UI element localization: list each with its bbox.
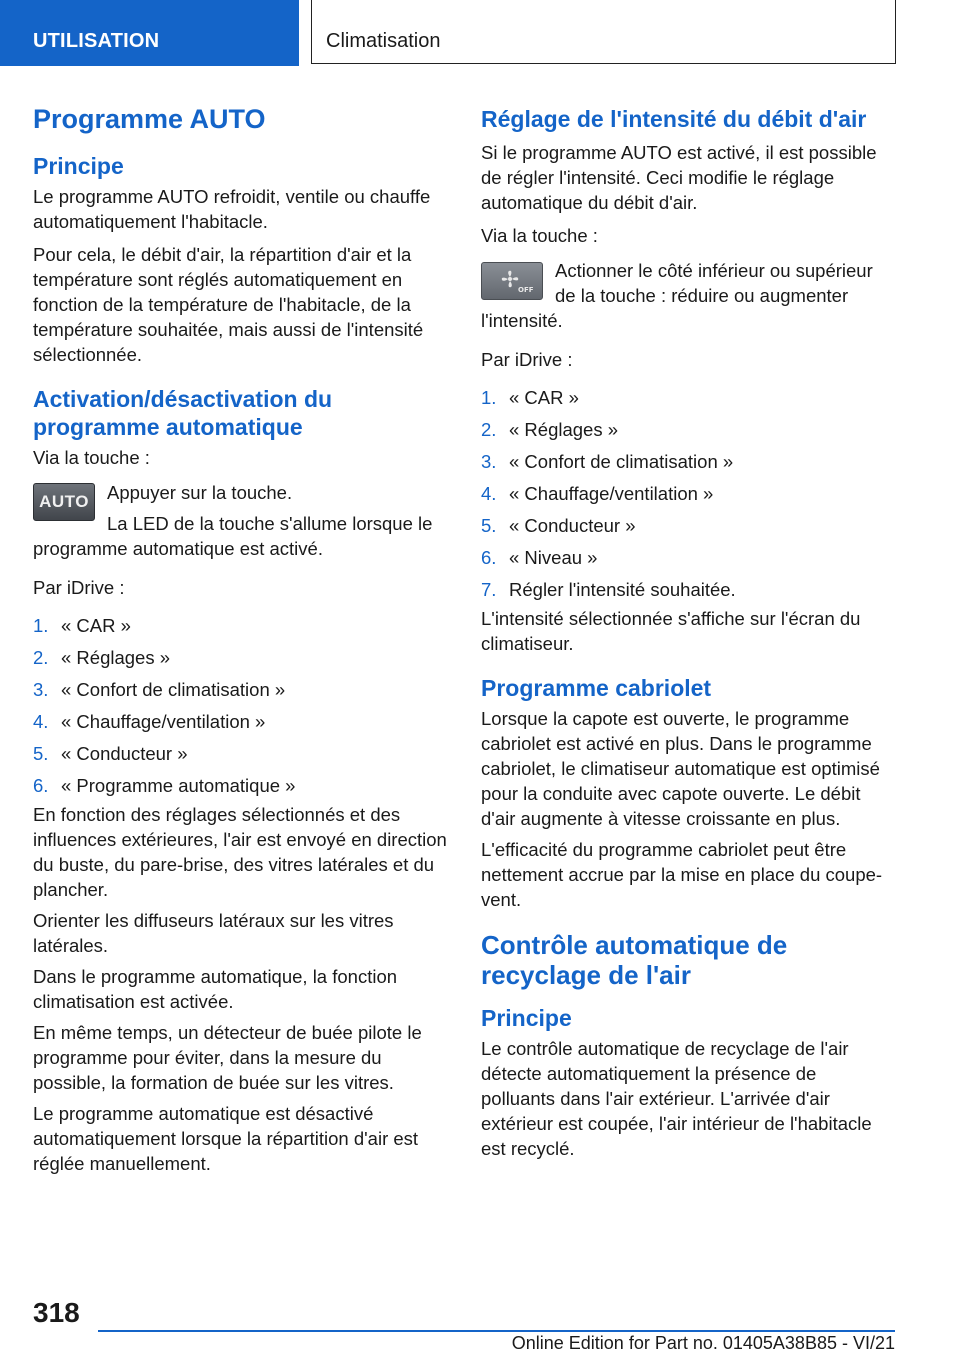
fan-button-instruction	[481, 258, 895, 333]
via-key-text: Via la touche :	[33, 447, 150, 468]
intensity-display-paragraph: L'intensité sélectionnée s'affiche sur l'écran du climatiseur.	[481, 608, 861, 654]
fan-off-button-icon	[481, 262, 543, 300]
cabrio-paragraph-1: Lorsque la capote est ouverte, le programme cabriolet est activé en plus. Dans le programme cabriolet, le climatiseur automatique est optimisé pour la conduite avec capote ouverte. Le débit d'air augmente à vitesse croissante en plus.	[481, 708, 880, 829]
intensity-heading: Réglage de l'intensité du débit d'air	[481, 106, 867, 132]
via-key-text: Via la touche :	[481, 225, 598, 246]
left-column	[33, 98, 447, 1176]
fan-button-text: Actionner le côté inférieur ou supérieur de la touche : réduire ou augmenter l'intensité.	[481, 260, 873, 331]
principle-heading: Principe	[33, 153, 124, 179]
activation-heading: Activation/désactivation du programme automatique	[33, 386, 333, 440]
footer-edition: Online Edition for Part no. 01405A38B85 - VI/21	[511, 1333, 895, 1353]
recirculation-principle-heading: Principe	[481, 1005, 572, 1031]
auto-button-instruction	[33, 480, 447, 561]
page-number: 318	[33, 1297, 80, 1328]
list-item: 3. « Confort de climatisation »	[481, 451, 734, 472]
list-item: 6. « Programme automatique »	[33, 775, 296, 796]
cabrio-heading: Programme cabriolet	[481, 675, 712, 701]
list-item: 2. « Réglages »	[481, 419, 619, 440]
principle-paragraph-2: Pour cela, le débit d'air, la répartition d'air et la température sont réglés automatiquement en fonction de la température de l'habitacle, de la température souhaitée, mais aussi de l'intensité sélectionnée.	[33, 244, 424, 365]
page-header	[0, 0, 960, 66]
auto-program-heading: Programme AUTO	[33, 104, 266, 134]
deactivation-paragraph: Le programme automatique est désactivé automatiquement lorsque la répartition d'air est réglée manuellement.	[33, 1103, 419, 1174]
list-item: 4. « Chauffage/ventilation »	[33, 711, 266, 732]
via-idrive-text: Par iDrive :	[481, 349, 573, 370]
list-item: 5. « Conducteur »	[33, 743, 188, 764]
list-item: 3. « Confort de climatisation »	[33, 679, 286, 700]
right-step-list	[481, 382, 895, 606]
footer-divider	[98, 1330, 895, 1332]
list-item: 1. « CAR »	[481, 387, 579, 408]
list-item: 7. Régler l'intensité souhaitée.	[481, 579, 736, 600]
svg-text:OFF: OFF	[518, 286, 534, 294]
press-key-text: Appuyer sur la touche.	[107, 482, 293, 503]
air-conditioning-paragraph: Dans le programme automatique, la fonction climatisation est activée.	[33, 966, 398, 1012]
list-item: 4. « Chauffage/ventilation »	[481, 483, 714, 504]
section-tab: UTILISATION	[0, 0, 299, 66]
list-item: 2. « Réglages »	[33, 647, 171, 668]
distribution-paragraph: En fonction des réglages sélectionnés et des influences extérieures, l'air est envoyé en direction du buste, du pare-brise, des vitres latérales et du plancher.	[33, 804, 447, 900]
auto-button-icon: AUTO	[33, 483, 95, 521]
right-column	[481, 98, 895, 1161]
fog-sensor-paragraph: En même temps, un détecteur de buée pilote le programme pour éviter, dans la mesure du possible, la formation de buée sur les vitres.	[33, 1022, 422, 1093]
recirculation-heading: Contrôle automatique de recyclage de l'air	[481, 930, 788, 990]
cabrio-paragraph-2: L'efficacité du programme cabriolet peut être nettement accrue par la mise en place du coupe-vent.	[481, 839, 883, 910]
recirculation-paragraph: Le contrôle automatique de recyclage de l'air détecte automatiquement la présence de polluants dans l'air extérieur. L'arrivée d'air extérieur est coupée, l'air intérieur de l'habitacle est recyclé.	[481, 1038, 872, 1159]
list-item: 1. « CAR »	[33, 615, 131, 636]
list-item: 5. « Conducteur »	[481, 515, 636, 536]
led-text: La LED de la touche s'allume lorsque le programme automatique est activé.	[33, 513, 433, 559]
side-vents-paragraph: Orienter les diffuseurs latéraux sur les vitres latérales.	[33, 910, 394, 956]
intensity-paragraph: Si le programme AUTO est activé, il est possible de régler l'intensité. Ceci modifie le réglage automatique du débit d'air.	[481, 142, 877, 213]
left-step-list	[33, 610, 447, 802]
list-item: 6. « Niveau »	[481, 547, 598, 568]
principle-paragraph-1: Le programme AUTO refroidit, ventile ou chauffe automatiquement l'habitacle.	[33, 186, 431, 232]
via-idrive-text: Par iDrive :	[33, 577, 125, 598]
chapter-title: Climatisation	[311, 0, 896, 64]
